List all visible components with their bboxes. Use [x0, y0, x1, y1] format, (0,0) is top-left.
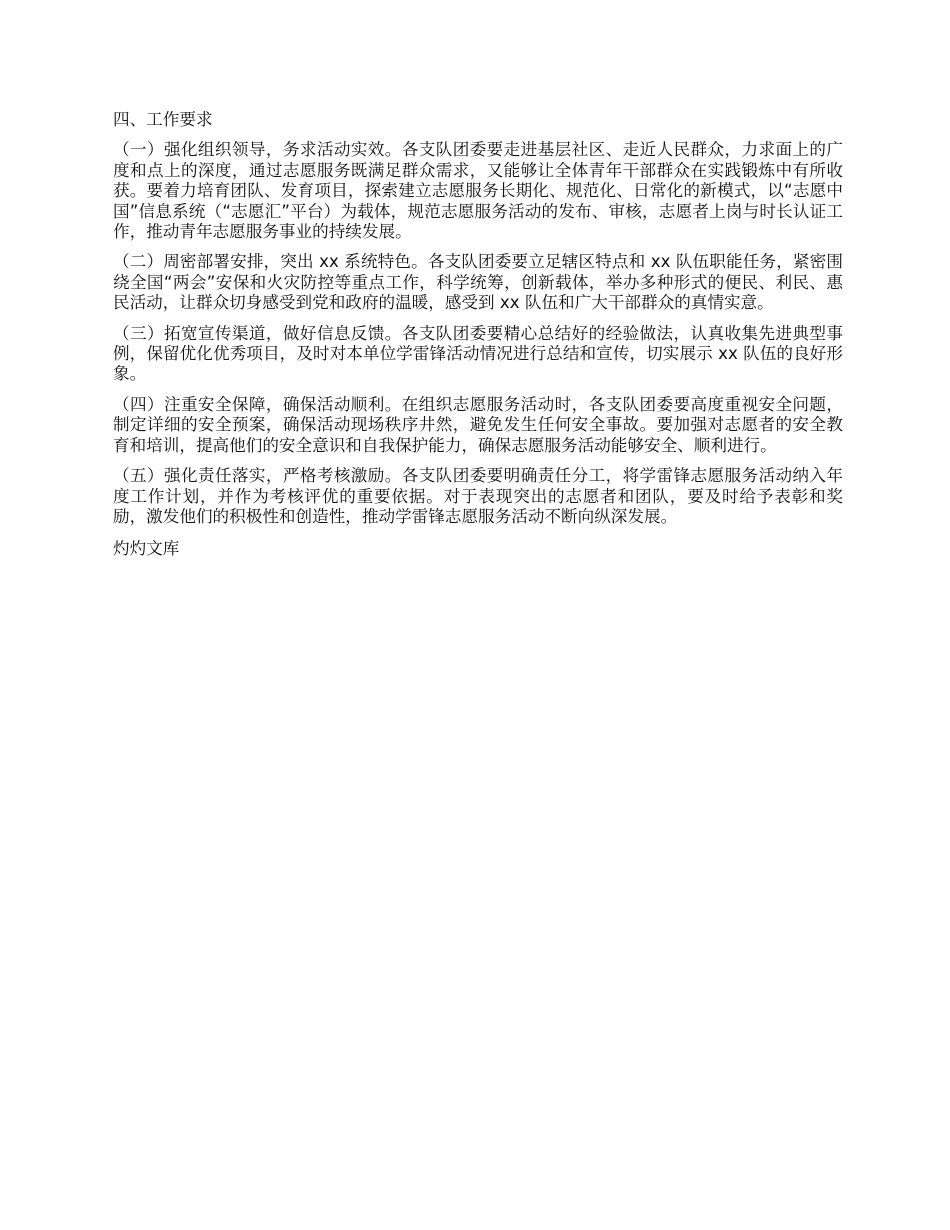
paragraph-5: （五）强化责任落实，严格考核激励。各支队团委要明确责任分工，将学雷锋志愿服务活动纳入年度工作计划，并作为考核评优的重要依据。对于表现突出的志愿者和团队，要及时给予表彰和奖励，激发他们的积极性和创造性，推动学雷锋志愿服务活动不断向纵深发展。: [113, 466, 843, 526]
document-page: [113, 110, 843, 560]
paragraph-1: （一）强化组织领导，务求活动实效。各支队团委要走进基层社区、走近人民群众，力求面上的广度和点上的深度，通过志愿服务既满足群众需求，又能够让全体青年干部群众在实践锻炼中有所收获。要着力培育团队、发育项目，探索建立志愿服务长期化、规范化、日常化的新模式，以“志愿中国”信息系统（“志愿汇”平台）为载体，规范志愿服务活动的发布、审核，志愿者上岗与时长认证工作，推动青年志愿服务事业的持续发展。: [113, 140, 843, 242]
paragraph-4: （四）注重安全保障，确保活动顺利。在组织志愿服务活动时，各支队团委要高度重视安全问题，制定详细的安全预案，确保活动现场秩序井然，避免发生任何安全事故。要加强对志愿者的安全教育和培训，提高他们的安全意识和自我保护能力，确保志愿服务活动能够安全、顺利进行。: [113, 394, 843, 455]
footer-source: 灼灼文库: [113, 539, 180, 559]
paragraph-3: （三）拓宽宣传渠道，做好信息反馈。各支队团委要精心总结好的经验做法，认真收集先进典型事例，保留优化优秀项目，及时对本单位学雷锋活动情况进行总结和宣传，切实展示 xx 队伍的良好形象。: [113, 323, 843, 384]
section-heading: 四、工作要求: [113, 110, 213, 129]
paragraph-2: （二）周密部署安排，突出 xx 系统特色。各支队团委要立足辖区特点和 xx 队伍职能任务，紧密围绕全国“两会”安保和火灾防控等重点工作，科学统筹，创新载体，举办多种形式的便民、利民、惠民活动，让群众切身感受到党和政府的温暖，感受到 xx 队伍和广大干部群众的真情实意。: [113, 252, 843, 313]
